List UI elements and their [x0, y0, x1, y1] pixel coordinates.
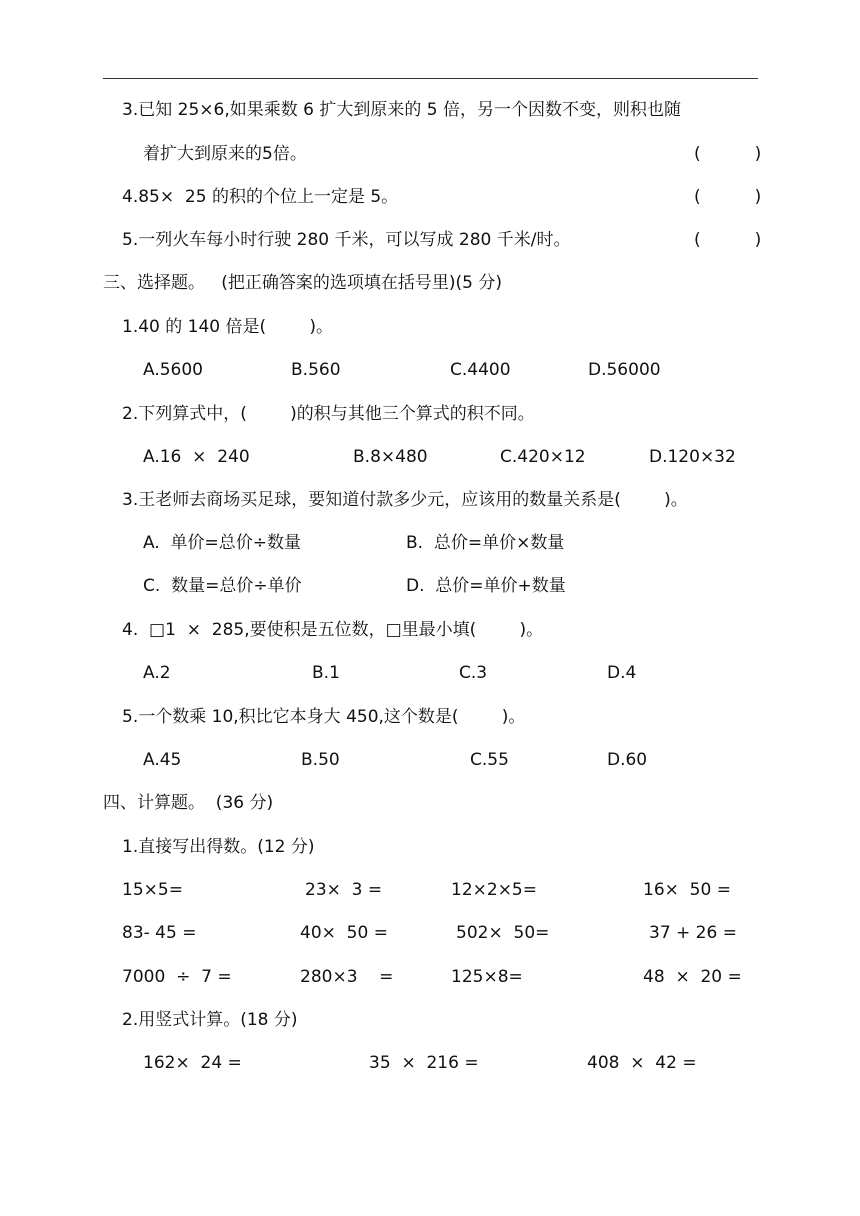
choice-option[interactable]: C.55 [470, 750, 509, 770]
judge-q3-line2: 着扩大到原来的5倍。 [143, 144, 307, 164]
calc-item: 280×3 = [300, 967, 394, 987]
calc-item: 502× 50= [456, 923, 550, 943]
section-heading-choice: 三、选择题。 (把正确答案的选项填在括号里)(5 分) [103, 273, 502, 293]
calc-item: 125×8= [451, 967, 523, 987]
calc-item: 12×2×5= [451, 880, 537, 900]
choice-option[interactable]: B.1 [312, 663, 340, 683]
top-rule [103, 78, 758, 79]
calc-item: 15×5= [122, 880, 183, 900]
judge-q4: 4.85× 25 的积的个位上一定是 5。 [122, 187, 399, 207]
choice-option[interactable]: D.60 [607, 750, 648, 770]
vertical-calc-item: 408 × 42 = [587, 1053, 697, 1073]
choice-q3-stem: 3.王老师去商场买足球，要知道付款多少元，应该用的数量关系是( )。 [122, 490, 688, 510]
answer-paren[interactable]: ( ) [694, 187, 762, 207]
choice-option[interactable]: C. 数量=总价÷单价 [143, 576, 302, 596]
vertical-calc-item: 162× 24 = [143, 1053, 242, 1073]
calc-sub2: 2.用竖式计算。(18 分) [122, 1010, 298, 1030]
calc-item: 48 × 20 = [643, 967, 742, 987]
choice-option[interactable]: D. 总价=单价+数量 [406, 576, 566, 596]
answer-paren[interactable]: ( ) [694, 230, 762, 250]
vertical-calc-item: 35 × 216 = [369, 1053, 479, 1073]
answer-paren[interactable]: ( ) [694, 144, 762, 164]
choice-option[interactable]: D.56000 [588, 360, 661, 380]
section-heading-calc: 四、计算题。 (36 分) [103, 793, 274, 813]
choice-option[interactable]: B.8×480 [353, 447, 428, 467]
calc-item: 16× 50 = [643, 880, 731, 900]
calc-item: 83- 45 = [122, 923, 197, 943]
judge-q5: 5.一列火车每小时行驶 280 千米，可以写成 280 千米/时。 [122, 230, 571, 250]
calc-item: 40× 50 = [300, 923, 388, 943]
choice-option[interactable]: C.4400 [450, 360, 511, 380]
calc-item: 37 + 26 = [649, 923, 737, 943]
choice-option[interactable]: A.45 [143, 750, 182, 770]
judge-q3-line1: 3.已知 25×6,如果乘数 6 扩大到原来的 5 倍，另一个因数不变，则积也随 [122, 100, 681, 120]
calc-sub1: 1.直接写出得数。(12 分) [122, 837, 315, 857]
choice-option[interactable]: A.16 × 240 [143, 447, 250, 467]
choice-option[interactable]: B. 总价=单价×数量 [406, 533, 565, 553]
choice-option[interactable]: A.5600 [143, 360, 203, 380]
choice-option[interactable]: C.420×12 [500, 447, 586, 467]
choice-option[interactable]: A.2 [143, 663, 171, 683]
choice-option[interactable]: D.120×32 [649, 447, 736, 467]
choice-option[interactable]: B.560 [291, 360, 341, 380]
choice-option[interactable]: A. 单价=总价÷数量 [143, 533, 302, 553]
choice-q2-stem: 2.下列算式中，( )的积与其他三个算式的积不同。 [122, 404, 535, 424]
choice-option[interactable]: B.50 [301, 750, 340, 770]
calc-item: 7000 ÷ 7 = [122, 967, 232, 987]
choice-q1-stem: 1.40 的 140 倍是( )。 [122, 317, 334, 337]
choice-q4-stem: 4. □1 × 285,要使积是五位数，□里最小填( )。 [122, 620, 544, 640]
calc-item: 23× 3 = [305, 880, 383, 900]
choice-option[interactable]: D.4 [607, 663, 637, 683]
choice-option[interactable]: C.3 [459, 663, 488, 683]
choice-q5-stem: 5.一个数乘 10,积比它本身大 450,这个数是( )。 [122, 707, 526, 727]
